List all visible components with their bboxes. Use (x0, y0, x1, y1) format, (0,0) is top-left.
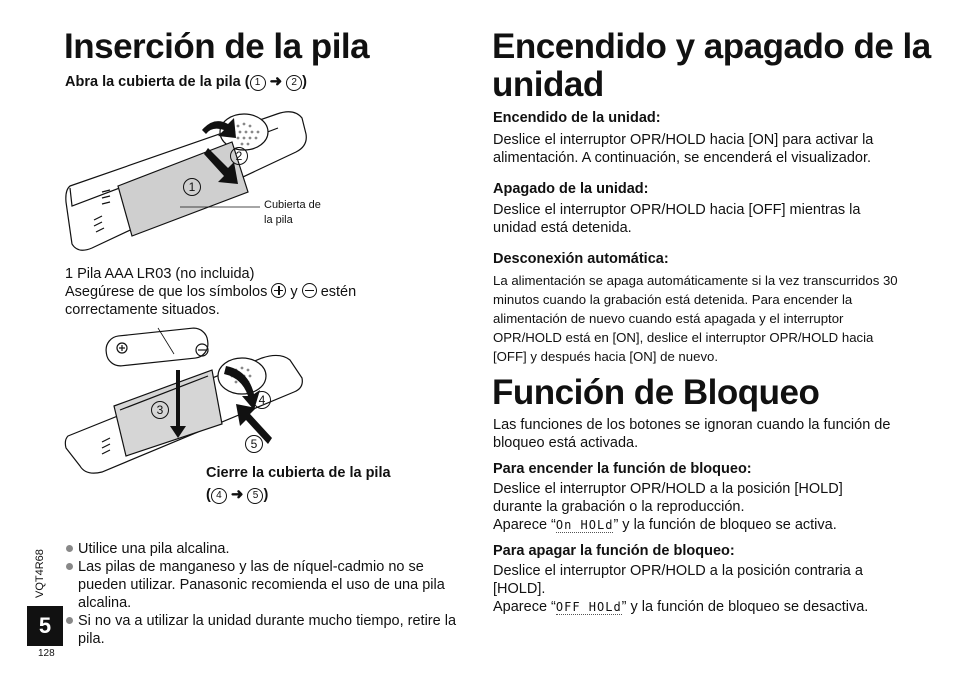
lock-off-text: Deslice el interruptor OPR/HOLD a la posición contraria a [HOLD]. (493, 563, 863, 597)
fig1-step-2: 2 (230, 147, 248, 165)
list-item: Si no va a utilizar la unidad durante mucho tiempo, retire la pila. (64, 612, 464, 648)
open-cover-instruction: Abra la cubierta de la pila ( 1 ➜ 2 ) (65, 73, 308, 90)
fig2-step-5: 5 (245, 435, 263, 453)
lock-on-appear: Aparece “On HOLd” y la función de bloqueo se activa. (493, 517, 837, 533)
lock-on-text: Deslice el interruptor OPR/HOLD a la posición [HOLD] durante la grabación o la reproducción. (493, 481, 843, 515)
lock-off-appear: Aparece “OFF HOLd” y la función de bloqueo se desactiva. (493, 599, 869, 615)
plus-symbol-icon (271, 283, 286, 298)
list-item: Las pilas de manganeso y las de níquel-cadmio no se pueden utilizar. Panasonic recomienda el uso de una pila alcalina. (64, 558, 464, 612)
close-cover-instruction: Cierre la cubierta de la pila ( 4 ➜ 5 ) (206, 465, 391, 503)
auto-off-text: La alimentación se apaga automáticamente si la vez transcurridos 30 minutos cuando la grabación está detenida. Para encender la alimentación de nuevo cuando está apagada y el interruptor OPR/HOLD está en [ON], deslice el interruptor OPR/HOLD hacia [OFF] y después hacia [ON] de nuevo. (493, 273, 898, 364)
fig1-step-1: 1 (183, 178, 201, 196)
section-title-battery: Inserción de la pila (64, 27, 370, 66)
battery-note: 1 Pila AAA LR03 (no incluida) Asegúrese de que los símbolos y estén correctamente situados. (65, 266, 357, 318)
step-5-badge: 5 (247, 488, 263, 504)
arrow-icon: ➜ (269, 73, 283, 90)
battery-cover-callout: Cubierta de la pila (264, 199, 321, 226)
lcd-on-hold-display: On HOLd (555, 518, 614, 532)
lcd-off-hold-display: OFF HOLd (555, 600, 622, 614)
power-on-heading: Encendido de la unidad: (493, 110, 661, 126)
lock-on-heading: Para encender la función de bloqueo: (493, 461, 752, 477)
power-off-heading: Apagado de la unidad: (493, 181, 649, 197)
section-title-lock: Función de Bloqueo (492, 373, 820, 412)
fig2-step-4: 4 (253, 391, 271, 409)
document-code: VQT4R68 (34, 549, 46, 598)
power-on-text: Deslice el interruptor OPR/HOLD hacia [ON] para activar la alimentación. A continuación, se encenderá el visualizador. (493, 132, 874, 166)
small-page-number: 128 (38, 648, 55, 659)
minus-symbol-icon (302, 283, 317, 298)
lock-intro: Las funciones de los botones se ignoran cuando la función de bloqueo está activada. (493, 417, 891, 451)
battery-notes-list (64, 540, 464, 648)
figure-insert-battery (62, 326, 312, 474)
step-2-badge: 2 (286, 75, 302, 91)
arrow-icon: ➜ (230, 486, 244, 503)
list-item: Utilice una pila alcalina. (64, 540, 464, 558)
lock-section (493, 416, 893, 616)
auto-off-heading: Desconexión automática: (493, 251, 669, 267)
lock-off-heading: Para apagar la función de bloqueo: (493, 543, 735, 559)
page-number: 5 (27, 606, 63, 646)
step-4-badge: 4 (211, 488, 227, 504)
step-1-badge: 1 (250, 75, 266, 91)
figure-open-cover (62, 96, 332, 258)
fig2-step-3: 3 (151, 401, 169, 419)
section-title-power: Encendido y apagado de la unidad (492, 27, 931, 104)
power-off-text: Deslice el interruptor OPR/HOLD hacia [OFF] mientras la unidad está detenida. (493, 202, 861, 236)
power-section (493, 108, 903, 366)
